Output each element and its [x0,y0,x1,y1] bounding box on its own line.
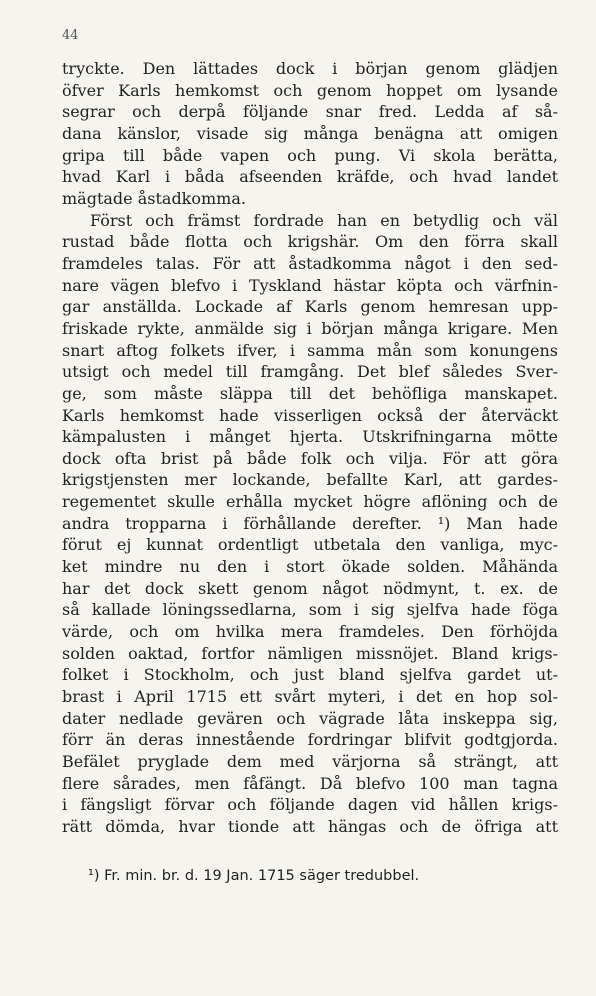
text-line: öfver Karls hemkomst och genom hoppet om lysande [62,80,558,100]
body-text [62,58,558,838]
text-line: har det dock skett genom något nödmynt, t. ex. de [62,578,558,598]
text-line: förut ej kunnat ordentligt utbetala den vanliga, myc- [62,535,558,555]
text-line: tryckte. Den lättades dock i början genom glädjen [62,59,558,78]
text-line: Befälet pryglade dem med värjorna så strängt, att [62,752,558,771]
text-line: gripa till både vapen och pung. Vi skola berätta, [62,145,558,165]
text-line: förr än deras innestående fordringar blifvit godtgjorda. [62,730,558,750]
text-line: segrar och derpå följande snar fred. Ledda af så- [62,102,558,122]
text-line: Först och främst fordrade han en betydlig och väl [90,210,558,230]
text-line: gar anställda. Lockade af Karls genom hemresan upp- [62,297,558,317]
text-line: dana känslor, visade sig många benägna att omigen [62,123,558,143]
text-line: så kallade löningssedlarna, som i sig sjelfva hade föga [62,600,558,620]
text-line: utsigt och medel till framgång. Det blef således Sver- [62,362,558,382]
paragraph-1 [62,58,558,210]
text-line: rustad både flotta och krigshär. Om den förra skall [62,232,558,252]
text-line: hvad Karl i båda afseenden kräfde, och hvad landet [62,167,558,187]
text-line: nare vägen blefvo i Tyskland hästar köpta och värfnin- [62,275,558,295]
text-line: ge, som måste släppa till det behöfliga manskapet. [62,383,558,403]
text-line: krigstjensten mer lockande, befallte Karl, att gardes- [62,470,558,490]
text-line: i fängsligt förvar och följande dagen vid hållen krigs- [62,795,558,815]
paragraph-2 [62,210,558,838]
text-line: solden oaktad, fortfor nämligen missnöjet. Bland krigs- [62,643,558,663]
text-line: brast i April 1715 ett svårt myteri, i det en hop sol- [62,687,558,707]
text-line: kämpalusten i månget hjerta. Utskrifningarna mötte [62,427,558,447]
text-line: dater nedlade gevären och vägrade låta inskeppa sig, [62,708,558,728]
text-line: flere sårades, men fåfängt. Då blefvo 100 man tagna [62,773,558,793]
text-line: ket mindre nu den i stort ökade solden. Måhända [62,557,558,577]
text-line: värde, och om hvilka mera framdeles. Den förhöjda [62,622,558,642]
text-line: folket i Stockholm, och just bland sjelfva gardet ut- [62,665,558,685]
text-line: framdeles talas. För att åstadkomma något i den sed- [62,253,558,273]
text-line: snart aftog folkets ifver, i samma mån som konungens [62,340,558,360]
page-number: 44 [62,28,79,43]
text-line: friskade rykte, anmälde sig i början många krigare. Men [62,318,558,338]
text-line: andra tropparna i förhållande derefter. ¹) Man hade [62,513,558,533]
footnote: ¹) Fr. min. br. d. 19 Jan. 1715 säger tredubbel. [88,868,420,884]
text-line: Karls hemkomst hade visserligen också der återväckt [62,405,558,425]
text-line: dock ofta brist på både folk och vilja. För att göra [62,448,558,468]
text-line: mägtade åstadkomma. [62,188,246,208]
text-line: rätt dömda, hvar tionde att hängas och de öfriga att [62,816,558,836]
text-line: regementet skulle erhålla mycket högre aflöning och de [62,492,558,512]
